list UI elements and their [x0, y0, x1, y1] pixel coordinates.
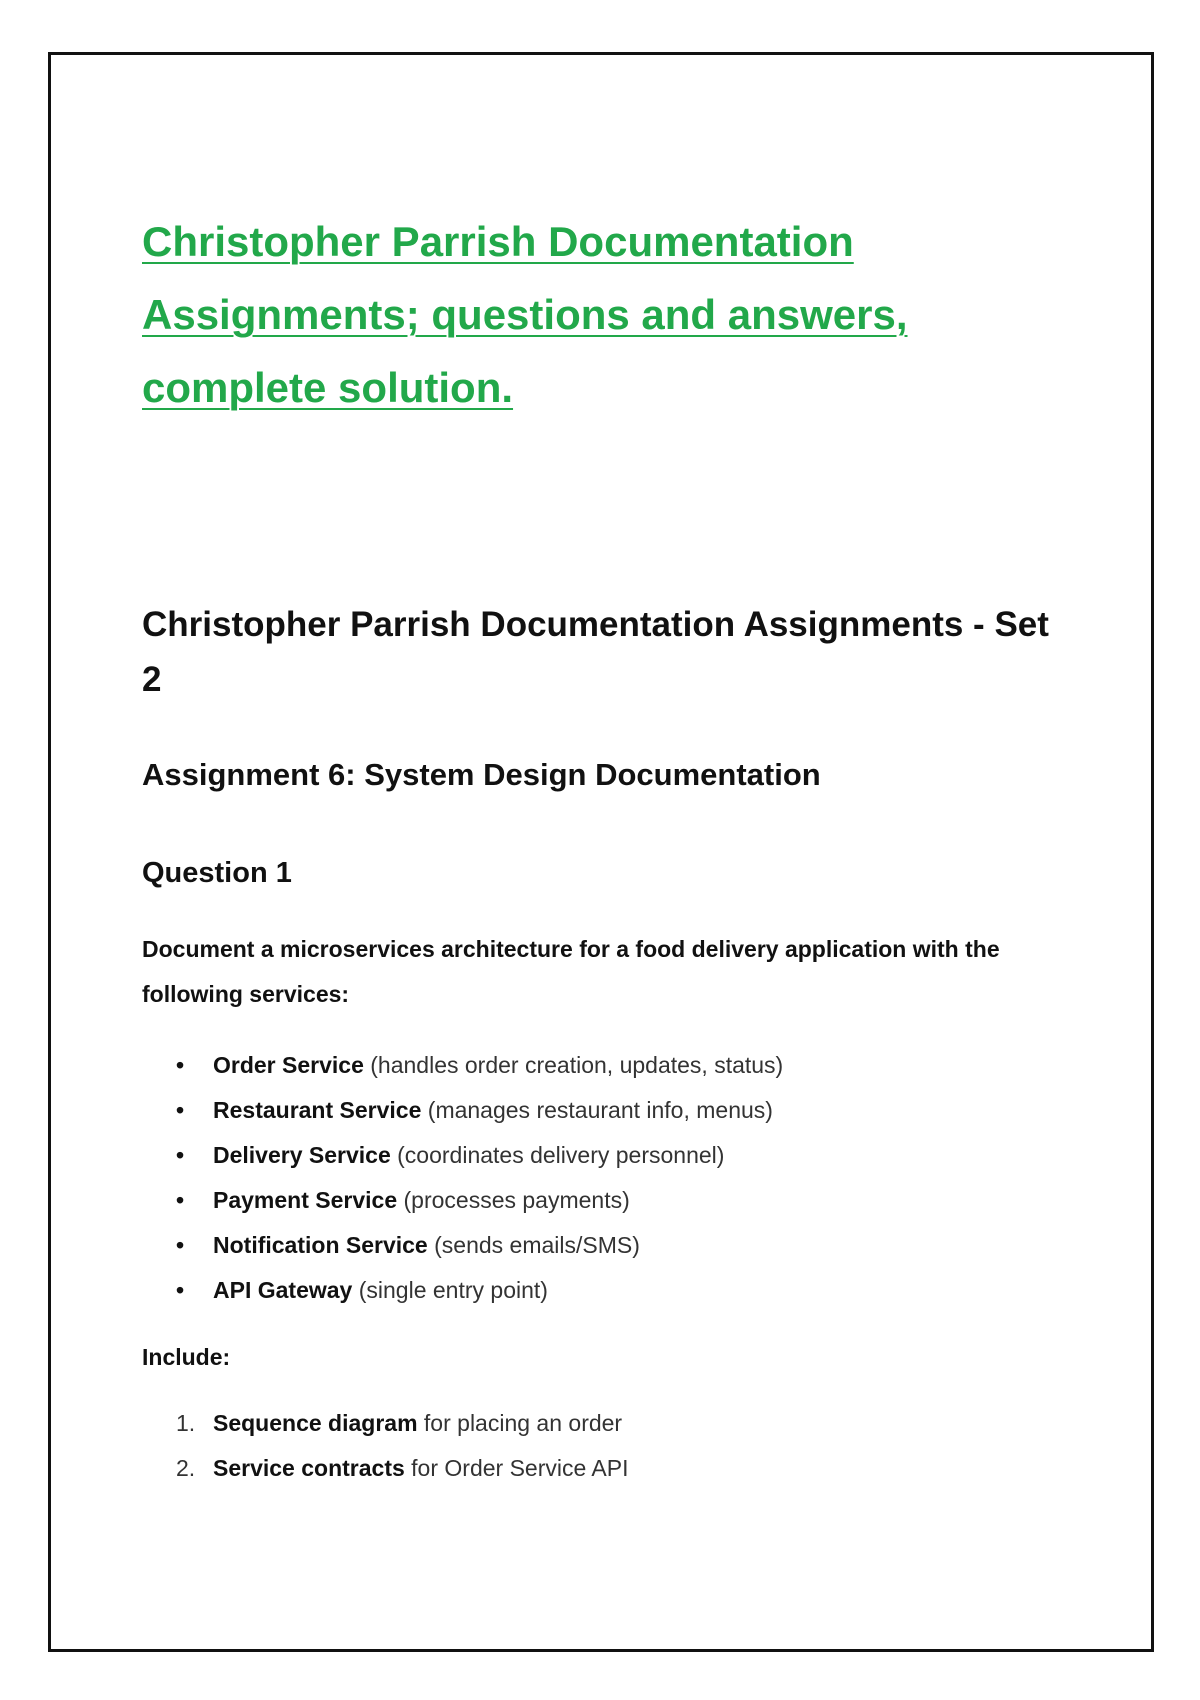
service-name: Restaurant Service — [213, 1097, 422, 1123]
service-description: (manages restaurant info, menus) — [421, 1097, 773, 1123]
service-name: API Gateway — [213, 1277, 353, 1303]
include-item-name: Service contracts — [213, 1455, 405, 1481]
bullet-icon: • — [176, 1187, 185, 1213]
service-name: Payment Service — [213, 1187, 398, 1213]
service-description: (single entry point) — [352, 1277, 548, 1303]
service-name: Notification Service — [213, 1232, 428, 1258]
list-item — [142, 1401, 1072, 1446]
list-item — [142, 1043, 1072, 1088]
include-list — [142, 1401, 1072, 1491]
list-item — [142, 1268, 1072, 1313]
bullet-icon: • — [176, 1142, 185, 1168]
question-prompt: Document a microservices architecture for a food delivery application with the following services: — [142, 936, 1000, 1007]
list-item — [142, 1446, 1072, 1491]
bullet-icon: • — [176, 1097, 185, 1123]
service-name: Order Service — [213, 1052, 364, 1078]
list-item — [142, 1178, 1072, 1223]
list-item — [142, 1088, 1072, 1133]
list-item — [142, 1223, 1072, 1268]
document-title — [142, 205, 1072, 424]
title-line-1: Christopher Parrish Documentation — [142, 218, 854, 265]
title-line-2: Assignments; questions and answers, — [142, 291, 908, 338]
service-description: (sends emails/SMS) — [427, 1232, 640, 1258]
service-description: (handles order creation, updates, status) — [363, 1052, 784, 1078]
title-line-3: complete solution. — [142, 364, 514, 411]
list-number: 1. — [176, 1410, 196, 1436]
include-item-description: for placing an order — [417, 1410, 623, 1436]
list-item — [142, 1133, 1072, 1178]
set-heading: Christopher Parrish Documentation Assignments - Set 2 — [142, 605, 1049, 699]
list-number: 2. — [176, 1455, 196, 1481]
include-item-description: for Order Service API — [404, 1455, 629, 1481]
bullet-icon: • — [176, 1232, 185, 1258]
service-name: Delivery Service — [213, 1142, 391, 1168]
service-list — [142, 1043, 1072, 1313]
include-label: Include: — [142, 1344, 231, 1370]
document-body — [142, 205, 1072, 1491]
service-description: (processes payments) — [397, 1187, 630, 1213]
bullet-icon: • — [176, 1052, 185, 1078]
assignment-heading: Assignment 6: System Design Documentation — [142, 757, 821, 792]
question-heading: Question 1 — [142, 857, 292, 889]
bullet-icon: • — [176, 1277, 185, 1303]
service-description: (coordinates delivery personnel) — [390, 1142, 725, 1168]
include-item-name: Sequence diagram — [213, 1410, 418, 1436]
